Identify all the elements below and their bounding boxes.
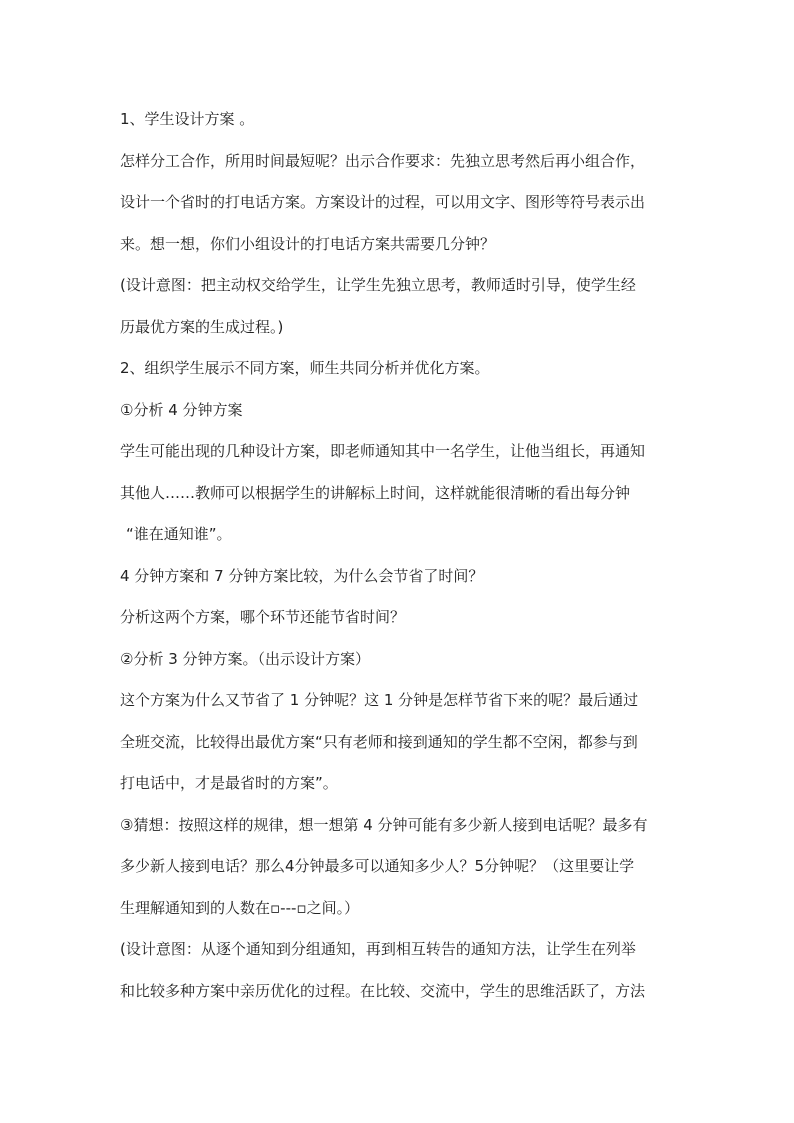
subsection-heading-3: ③猜想：按照这样的规律，想一想第 4 分钟可能有多少新人接到电话呢？最多有 (120, 815, 648, 834)
subsection-heading-1: ①分析 4 分钟方案 (120, 400, 243, 419)
paragraph-line: 设计一个省时的打电话方案。方案设计的过程，可以用文字、图形等符号表示出 (120, 193, 646, 211)
paragraph-line: 打电话中，才是最省时的方案”。 (120, 774, 338, 792)
design-intent-line: 和比较多种方案中亲历优化的过程。在比较、交流中，学生的思维活跃了，方法 (120, 981, 646, 1000)
section-heading-1: 1、学生设计方案 。 (120, 110, 255, 128)
design-intent-line: (设计意图：把主动权交给学生，让学生先独立思考，教师适时引导，使学生经 (120, 276, 636, 294)
design-intent-line: 历最优方案的生成过程。) (120, 317, 284, 336)
paragraph-line: 分析这两个方案，哪个环节还能节省时间？ (120, 608, 406, 626)
paragraph-line: 全班交流，比较得出最优方案“只有老师和接到通知的学生都不空闲，都参与到 (120, 732, 638, 751)
paragraph-line: 多少新人接到电话？那么4分钟最多可以通知多少人？5分钟呢？（这里要让学 (120, 857, 635, 875)
paragraph-line: 学生可能出现的几种设计方案，即老师通知其中一名学生，让他当组长，再通知 (120, 442, 646, 460)
paragraph-line: 来。想一想，你们小组设计的打电话方案共需要几分钟？ (120, 234, 496, 253)
subsection-heading-2: ②分析 3 分钟方案。（出示设计方案） (120, 649, 371, 668)
document-body (120, 102, 680, 1015)
paragraph-line: “谁在通知谁”。 (126, 525, 232, 543)
paragraph-line: 其他人……教师可以根据学生的讲解标上时间，这样就能很清晰的看出每分钟 (120, 483, 631, 502)
design-intent-line: (设计意图：从逐个通知到分组通知，再到相互转告的通知方法，让学生在列举 (120, 940, 636, 958)
paragraph-line: 怎样分工合作，所用时间最短呢？出示合作要求：先独立思考然后再小组合作， (120, 151, 646, 170)
paragraph-line: 4 分钟方案和 7 分钟方案比较，为什么会节省了时间？ (120, 566, 484, 585)
paragraph-line: 这个方案为什么又节省了 1 分钟呢？这 1 分钟是怎样节省下来的呢？最后通过 (120, 691, 639, 709)
section-heading-2: 2、组织学生展示不同方案，师生共同分析并优化方案。 (120, 359, 490, 377)
paragraph-line: 生理解通知到的人数在▫---▫之间。） (120, 898, 360, 917)
